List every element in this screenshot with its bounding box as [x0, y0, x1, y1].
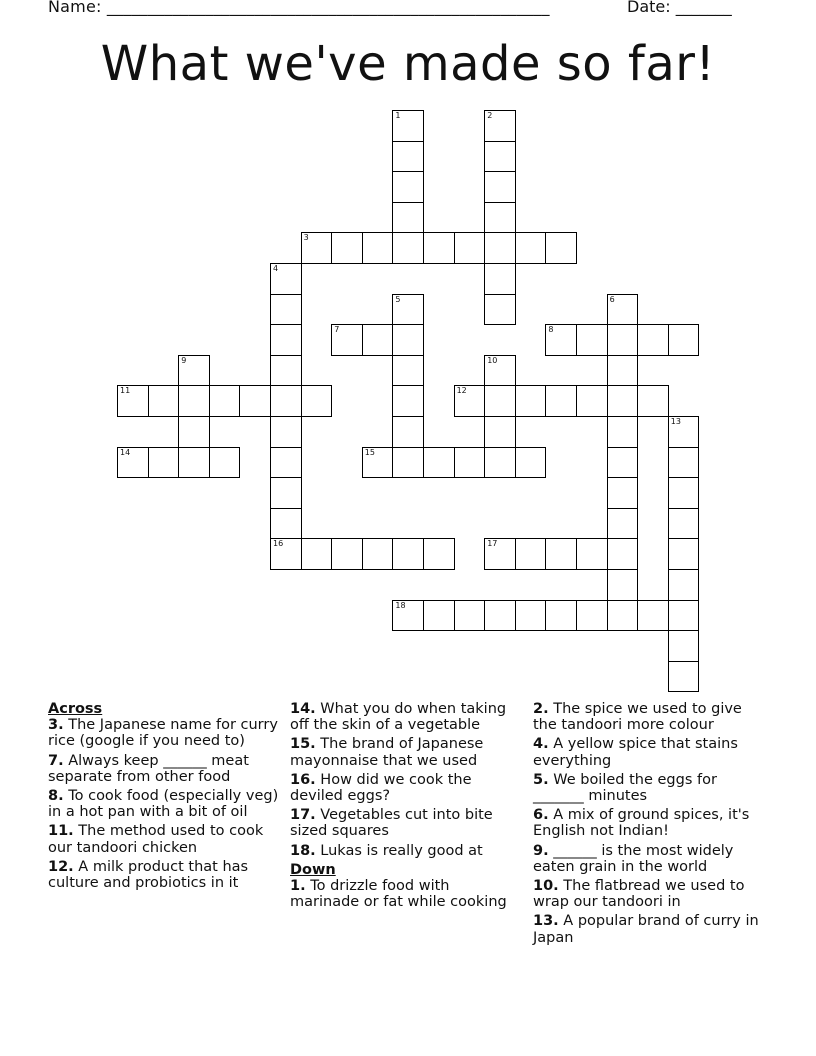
- clue-number: 14: [120, 447, 131, 457]
- grid-cell: [515, 232, 547, 264]
- grid-cell: [392, 355, 424, 387]
- grid-cell: [331, 324, 363, 356]
- grid-cell: [607, 447, 639, 479]
- grid-cell: [362, 232, 394, 264]
- grid-cell: [423, 538, 455, 570]
- grid-cell: [515, 385, 547, 417]
- grid-cell: [668, 600, 700, 632]
- clue-number: 13: [670, 417, 681, 426]
- clue-across-16: 16. How did we cook the deviled eggs?: [290, 771, 472, 805]
- clue-number: 18: [395, 600, 406, 610]
- grid-cell: [392, 416, 424, 448]
- clue-down-6: 6. A mix of ground spices, it's English not Indian!: [533, 807, 750, 840]
- name-field-label: Name: ______________________________________________________: [48, 0, 550, 16]
- grid-cell: [392, 600, 424, 632]
- grid-cell: [637, 385, 669, 417]
- grid-cell: [545, 232, 577, 264]
- grid-cell: [270, 294, 302, 326]
- grid-cell: [576, 600, 608, 632]
- grid-cell: [545, 600, 577, 632]
- clue-number: 17: [487, 539, 498, 549]
- grid-cell: [668, 416, 700, 448]
- grid-cell: [668, 538, 700, 570]
- grid-cell: [637, 324, 669, 356]
- grid-cell: [454, 447, 486, 479]
- grid-cell: [301, 385, 333, 417]
- grid-cell: [668, 630, 700, 662]
- grid-cell: [270, 416, 302, 448]
- grid-cell: [484, 232, 516, 264]
- grid-cell: [209, 385, 241, 417]
- grid-cell: [607, 538, 639, 570]
- grid-cell: [607, 294, 639, 326]
- grid-cell: [484, 538, 516, 570]
- grid-cell: [545, 385, 577, 417]
- grid-cell: [362, 447, 394, 479]
- grid-cell: [484, 110, 516, 142]
- clue-across-15: 15. The brand of Japanese mayonnaise that we used: [290, 736, 484, 769]
- grid-cell: [331, 232, 363, 264]
- grid-cell: [484, 171, 516, 203]
- grid-cell: [576, 324, 608, 356]
- grid-cell: [270, 355, 302, 387]
- clue-number: 16: [273, 539, 284, 549]
- clue-number: 1: [395, 111, 401, 120]
- clue-across-8: 8. To cook food (especially veg) in a hot pan with a bit of oil: [48, 788, 279, 821]
- page-title: What we've made so far!: [100, 36, 716, 92]
- grid-cell: [178, 447, 210, 479]
- clues-column-1: [48, 701, 280, 894]
- grid-cell: [576, 385, 608, 417]
- grid-cell: [607, 324, 639, 356]
- clues-column-3: [533, 701, 765, 949]
- grid-cell: [668, 477, 700, 509]
- grid-cell: [454, 232, 486, 264]
- clue-down-10: 10. The flatbread we used to wrap our tandoori in: [533, 878, 745, 911]
- grid-cell: [392, 447, 424, 479]
- clue-number: 15: [364, 447, 375, 457]
- grid-cell: [668, 569, 700, 601]
- clue-down-5: 5. We boiled the eggs for _______ minutes: [533, 771, 717, 805]
- grid-cell: [270, 508, 302, 540]
- grid-cell: [148, 447, 180, 479]
- grid-cell: [607, 355, 639, 387]
- grid-cell: [454, 600, 486, 632]
- grid-cell: [117, 447, 149, 479]
- grid-cell: [392, 538, 424, 570]
- across-heading: Across: [48, 701, 103, 717]
- grid-cell: [178, 355, 210, 387]
- grid-cell: [484, 202, 516, 234]
- clue-number: 3: [303, 233, 309, 243]
- grid-cell: [423, 447, 455, 479]
- grid-cell: [545, 538, 577, 570]
- clue-across-3: 3. The Japanese name for curry rice (google if you need to): [48, 717, 278, 750]
- clue-number: 7: [334, 325, 340, 335]
- grid-cell: [362, 538, 394, 570]
- grid-cell: [668, 508, 700, 540]
- grid-cell: [607, 600, 639, 632]
- grid-cell: [607, 569, 639, 601]
- clue-number: 8: [548, 325, 554, 335]
- grid-cell: [668, 324, 700, 356]
- grid-cell: [454, 385, 486, 417]
- clue-down-4: 4. A yellow spice that stains everything: [533, 736, 738, 769]
- grid-cell: [668, 447, 700, 479]
- grid-cell: [607, 416, 639, 448]
- grid-cell: [607, 385, 639, 417]
- grid-cell: [392, 385, 424, 417]
- grid-cell: [392, 232, 424, 264]
- grid-cell: [270, 385, 302, 417]
- grid-cell: [270, 477, 302, 509]
- grid-cell: [301, 232, 333, 264]
- grid-cell: [423, 600, 455, 632]
- clue-number: 10: [487, 355, 498, 365]
- clue-down-13: 13. A popular brand of curry in Japan: [533, 913, 759, 946]
- grid-cell: [576, 538, 608, 570]
- grid-cell: [331, 538, 363, 570]
- grid-cell: [484, 263, 516, 295]
- grid-cell: [545, 324, 577, 356]
- grid-cell: [484, 416, 516, 448]
- grid-cell: [392, 141, 424, 173]
- grid-cell: [484, 355, 516, 387]
- clue-number: 12: [456, 386, 467, 396]
- grid-cell: [392, 110, 424, 142]
- clue-number: 11: [120, 386, 131, 396]
- clue-number: 5: [395, 294, 401, 304]
- clue-across-18: 18. Lukas is really good at: [290, 842, 483, 859]
- clue-number: 9: [181, 355, 187, 365]
- grid-cell: [209, 447, 241, 479]
- grid-cell: [484, 294, 516, 326]
- grid-cell: [392, 294, 424, 326]
- grid-cell: [270, 324, 302, 356]
- clue-number: 2: [487, 111, 493, 120]
- grid-cell: [270, 263, 302, 295]
- clue-across-7: 7. Always keep ______ meat separate from other food: [48, 752, 249, 785]
- grid-cell: [392, 324, 424, 356]
- grid-cell: [362, 324, 394, 356]
- grid-cell: [668, 661, 700, 693]
- grid-cell: [270, 538, 302, 570]
- grid-cell: [178, 416, 210, 448]
- grid-cell: [148, 385, 180, 417]
- grid-cell: [270, 447, 302, 479]
- grid-cell: [607, 508, 639, 540]
- clue-down-1: 1. To drizzle food with marinade or fat while cooking: [290, 878, 507, 911]
- clue-across-17: 17. Vegetables cut into bite sized squares: [290, 807, 493, 840]
- clue-down-2: 2. The spice we used to give the tandoori more colour: [533, 701, 742, 734]
- grid-cell: [637, 600, 669, 632]
- clue-across-14: 14. What you do when taking off the skin of a vegetable: [290, 701, 507, 734]
- clue-number: 6: [609, 294, 615, 304]
- clue-across-12: 12. A milk product that has culture and probiotics in it: [48, 858, 249, 892]
- down-heading: Down: [290, 861, 336, 878]
- grid-cell: [392, 202, 424, 234]
- clue-number: 4: [273, 264, 279, 273]
- grid-cell: [117, 385, 149, 417]
- grid-cell: [392, 171, 424, 203]
- grid-cell: [515, 447, 547, 479]
- grid-cell: [484, 600, 516, 632]
- clue-down-9: 9. ______ is the most widely eaten grain in the world: [533, 842, 734, 875]
- grid-cell: [484, 385, 516, 417]
- date-field-label: Date: _______: [627, 0, 732, 16]
- grid-cell: [484, 141, 516, 173]
- grid-cell: [515, 538, 547, 570]
- clue-across-11: 11. The method used to cook our tandoori chicken: [48, 823, 264, 856]
- grid-cell: [607, 477, 639, 509]
- grid-cell: [239, 385, 271, 417]
- grid-cell: [484, 447, 516, 479]
- grid-cell: [423, 232, 455, 264]
- clues-column-2: [290, 701, 522, 913]
- grid-cell: [515, 600, 547, 632]
- grid-cell: [178, 385, 210, 417]
- grid-cell: [301, 538, 333, 570]
